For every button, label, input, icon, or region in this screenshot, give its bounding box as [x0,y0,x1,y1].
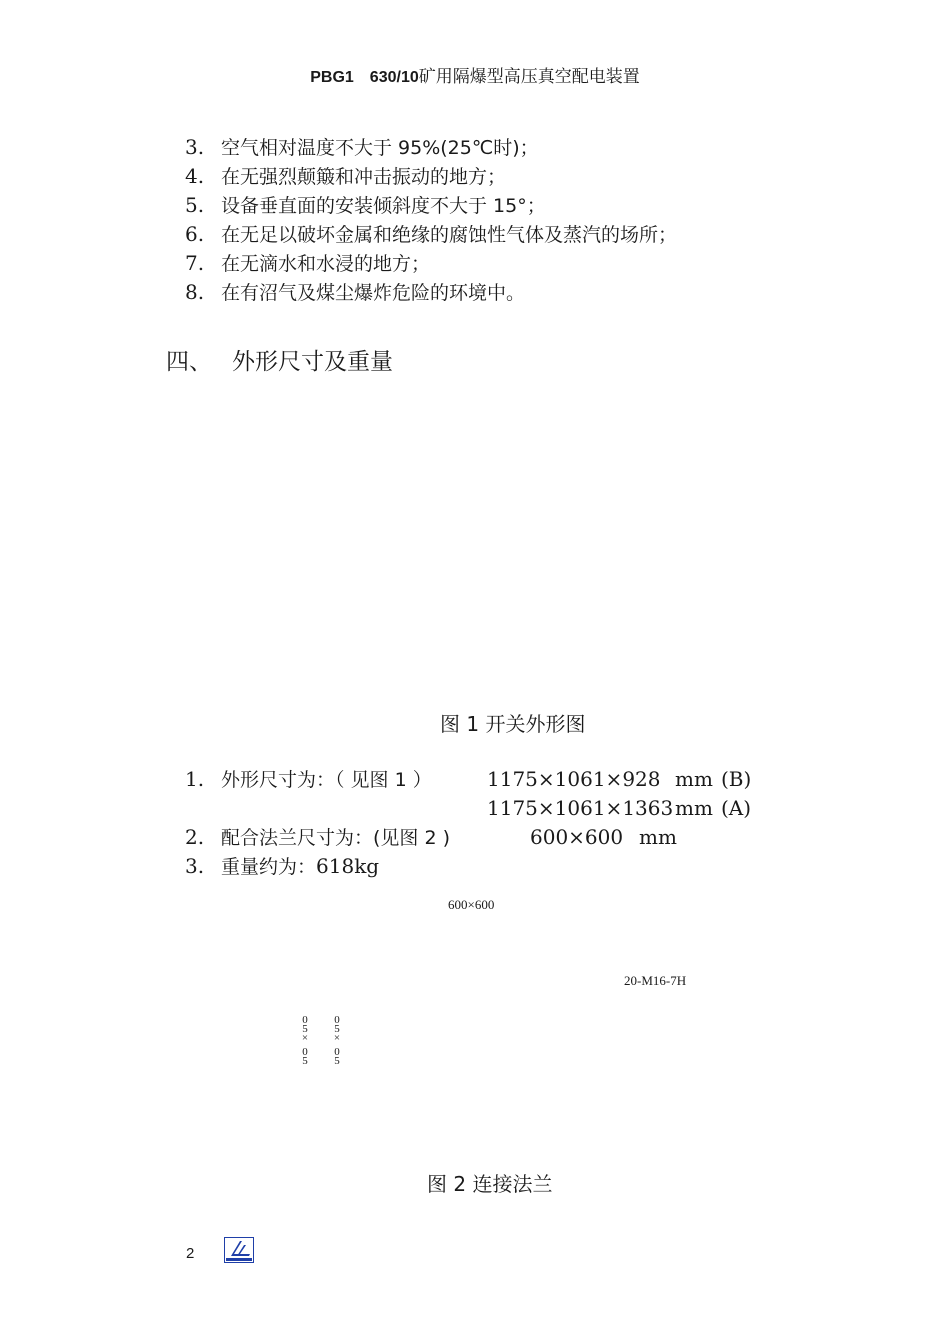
dim-times: × [333,1032,341,1044]
dim-digit: 0 [334,1046,340,1058]
spec-dim-value-b: 1175×1061×928 [487,767,661,791]
spec-flange-unit: mm [639,825,677,849]
spec-number: 3. [185,854,205,878]
condition-text: 在无足以破坏金属和绝缘的腐蚀性气体及蒸汽的场所； [221,224,678,246]
condition-item [185,220,677,248]
condition-number: 6. [185,222,205,246]
condition-number: 3. [185,135,205,159]
spec-dim-unit-a: mm [675,796,713,820]
dim-digit: 5 [302,1023,308,1035]
figure2-dim-stack [300,1016,310,1066]
figure2-caption: 图 2 连接法兰 [427,1172,553,1196]
page-number: 2 [186,1245,195,1262]
spec-label: 外形尺寸为：（ 见图 1 ） [221,769,432,791]
spec-label: 重量约为： [221,856,317,878]
spec-weight-value: 618kg [316,854,380,878]
spec-number: 2. [185,825,205,849]
spec-dim-value-a: 1175×1061×1363 [487,796,674,820]
dim-digit: 5 [302,1055,308,1067]
condition-item [185,278,525,306]
figure2-thread-label: 20-M16-7H [624,973,687,988]
dim-digit: 0 [334,1014,340,1026]
spec-flange-value: 600×600 [530,825,624,849]
condition-text: 空气相对温度不大于 95%(25℃时)； [221,137,539,159]
spec-dim-tag-b: (B) [721,767,752,791]
condition-text: 在有沼气及煤尘爆炸危险的环境中。 [221,282,526,304]
condition-number: 4. [185,164,205,188]
spec-label: 配合法兰尺寸为：(见图 2 ) [221,827,450,849]
spec-dim-unit-b: mm [675,767,713,791]
condition-number: 5. [185,193,205,217]
spec-flange [185,823,450,851]
condition-item [185,191,546,219]
condition-text: 在无强烈颠簸和冲击振动的地方； [221,166,507,188]
company-logo-icon [224,1237,254,1263]
header-title: 矿用隔爆型高压真空配电装置 [418,67,640,87]
figure2-dim-stack [332,1016,342,1066]
condition-number: 7. [185,251,205,275]
dim-digit: 5 [334,1023,340,1035]
dim-times: × [301,1032,309,1044]
condition-number: 8. [185,280,205,304]
dim-digit: 5 [334,1055,340,1067]
figure2-flange-size-label: 600×600 [448,897,495,912]
figure1-caption: 图 1 开关外形图 [440,712,586,736]
spec-dimensions [185,765,432,793]
condition-item [185,249,430,277]
header-product-code: PBG1 630/10 [310,69,419,86]
spec-weight [185,852,379,880]
section-title: 外形尺寸及重量 [232,349,393,375]
dim-digit: 0 [302,1046,308,1058]
company-logo-icon-svg [224,1237,254,1263]
condition-text: 在无滴水和水浸的地方； [221,253,431,275]
condition-item [185,133,539,161]
page-header [0,62,950,86]
dim-digit: 0 [302,1014,308,1026]
spec-dim-tag-a: (A) [721,796,752,820]
condition-item [185,162,506,190]
section-heading [166,343,393,376]
spec-number: 1. [185,767,205,791]
section-number: 四、 [166,349,212,375]
condition-text: 设备垂直面的安装倾斜度不大于 15°； [221,195,546,217]
